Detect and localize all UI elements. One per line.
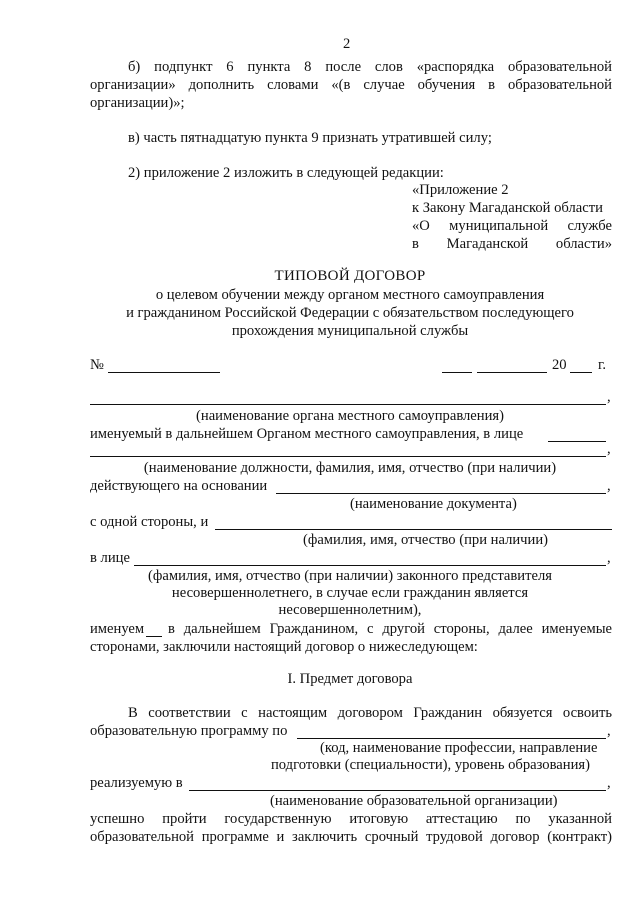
p2-line-1: успешно пройти государственную итоговую аттестацию по указанной bbox=[90, 811, 612, 827]
subtitle-line-2: и гражданином Российской Федерации с обязательством последующего bbox=[126, 305, 574, 321]
date-year-blank bbox=[570, 372, 592, 373]
comma: , bbox=[607, 478, 611, 494]
organ-name-blank bbox=[90, 404, 606, 405]
amendment-b-line-3: организации)»; bbox=[90, 95, 185, 111]
caption-edu-org: (наименование образовательной организации) bbox=[270, 793, 558, 809]
p1-line-2: образовательную программу по bbox=[90, 723, 288, 739]
legal-rep-blank bbox=[134, 565, 606, 566]
text-in-person: в лице bbox=[90, 550, 130, 566]
caption-document: (наименование документа) bbox=[350, 496, 517, 512]
section-1-heading: I. Предмет договора bbox=[287, 671, 413, 687]
caption-rep-line-2: несовершеннолетнего, в случае если гражданин является bbox=[171, 585, 529, 601]
text-named-organ: именуемый в дальнейшем Органом местного самоуправления, в лице bbox=[90, 426, 524, 442]
text-acting: действующего на основании bbox=[90, 478, 268, 494]
document-title: ТИПОВОЙ ДОГОВОР bbox=[274, 268, 426, 284]
ending-blank bbox=[146, 636, 162, 637]
amendment-2: 2) приложение 2 изложить в следующей редакции: bbox=[128, 165, 444, 181]
page-number: 2 bbox=[343, 36, 351, 52]
p2-line-2: образовательной программе и заключить срочный трудовой договор (контракт) bbox=[90, 829, 612, 845]
caption-rep-line-3: несовершеннолетним), bbox=[278, 602, 422, 618]
position-blank bbox=[90, 456, 606, 457]
text-parties: сторонами, заключили настоящий договор о нижеследующем: bbox=[90, 639, 478, 655]
comma: , bbox=[607, 389, 611, 405]
comma: , bbox=[607, 723, 611, 739]
caption-fio: (фамилия, имя, отчество (при наличии) bbox=[303, 532, 549, 548]
contract-number-blank bbox=[108, 372, 220, 373]
date-day-blank bbox=[442, 372, 472, 373]
representative-blank-1 bbox=[548, 441, 606, 442]
text-one-side: с одной стороны, и bbox=[90, 514, 209, 530]
date-month-blank bbox=[477, 372, 547, 373]
appendix-line-2: к Закону Магаданской области bbox=[412, 200, 603, 216]
edu-org-blank bbox=[189, 790, 606, 791]
amendment-b-line-2: организации» дополнить словами «(в случае обучения в образовательной bbox=[90, 77, 612, 93]
text-implemented: реализуемую в bbox=[90, 775, 183, 791]
subtitle-line-1: о целевом обучении между органом местного самоуправления bbox=[155, 287, 545, 303]
citizen-name-blank bbox=[215, 529, 612, 530]
text-named-citizen-b: в дальнейшем Гражданином, с другой стороны, далее именуемые bbox=[168, 621, 612, 637]
caption-rep-line-1: (фамилия, имя, отчество (при наличии) законного представителя bbox=[148, 568, 552, 584]
subtitle-line-3: прохождения муниципальной службы bbox=[231, 323, 469, 339]
appendix-line-1: «Приложение 2 bbox=[412, 182, 509, 198]
caption-program-2: подготовки (специальности), уровень образования) bbox=[271, 757, 590, 773]
caption-program-1: (код, наименование профессии, направление bbox=[320, 740, 598, 756]
comma: , bbox=[607, 441, 611, 457]
year-suffix: г. bbox=[598, 357, 606, 373]
appendix-line-4: в Магаданской области» bbox=[412, 236, 612, 252]
amendment-v: в) часть пятнадцатую пункта 9 признать утратившей силу; bbox=[128, 130, 492, 146]
program-blank bbox=[297, 738, 606, 739]
document-blank bbox=[276, 493, 606, 494]
p1-line-1: В соответствии с настоящим договором Гражданин обязуется освоить bbox=[128, 705, 612, 721]
caption-position: (наименование должности, фамилия, имя, отчество (при наличии) bbox=[143, 460, 557, 476]
year-prefix: 20 bbox=[552, 357, 567, 373]
text-named-citizen-a: именуем bbox=[90, 621, 145, 637]
amendment-b-line-1: б) подпункт 6 пункта 8 после слов «распорядка образовательной bbox=[128, 59, 612, 75]
appendix-line-3: «О муниципальной службе bbox=[412, 218, 612, 234]
comma: , bbox=[607, 550, 611, 566]
caption-organ: (наименование органа местного самоуправления) bbox=[196, 408, 504, 424]
contract-number-label: № bbox=[90, 357, 104, 373]
comma: , bbox=[607, 775, 611, 791]
